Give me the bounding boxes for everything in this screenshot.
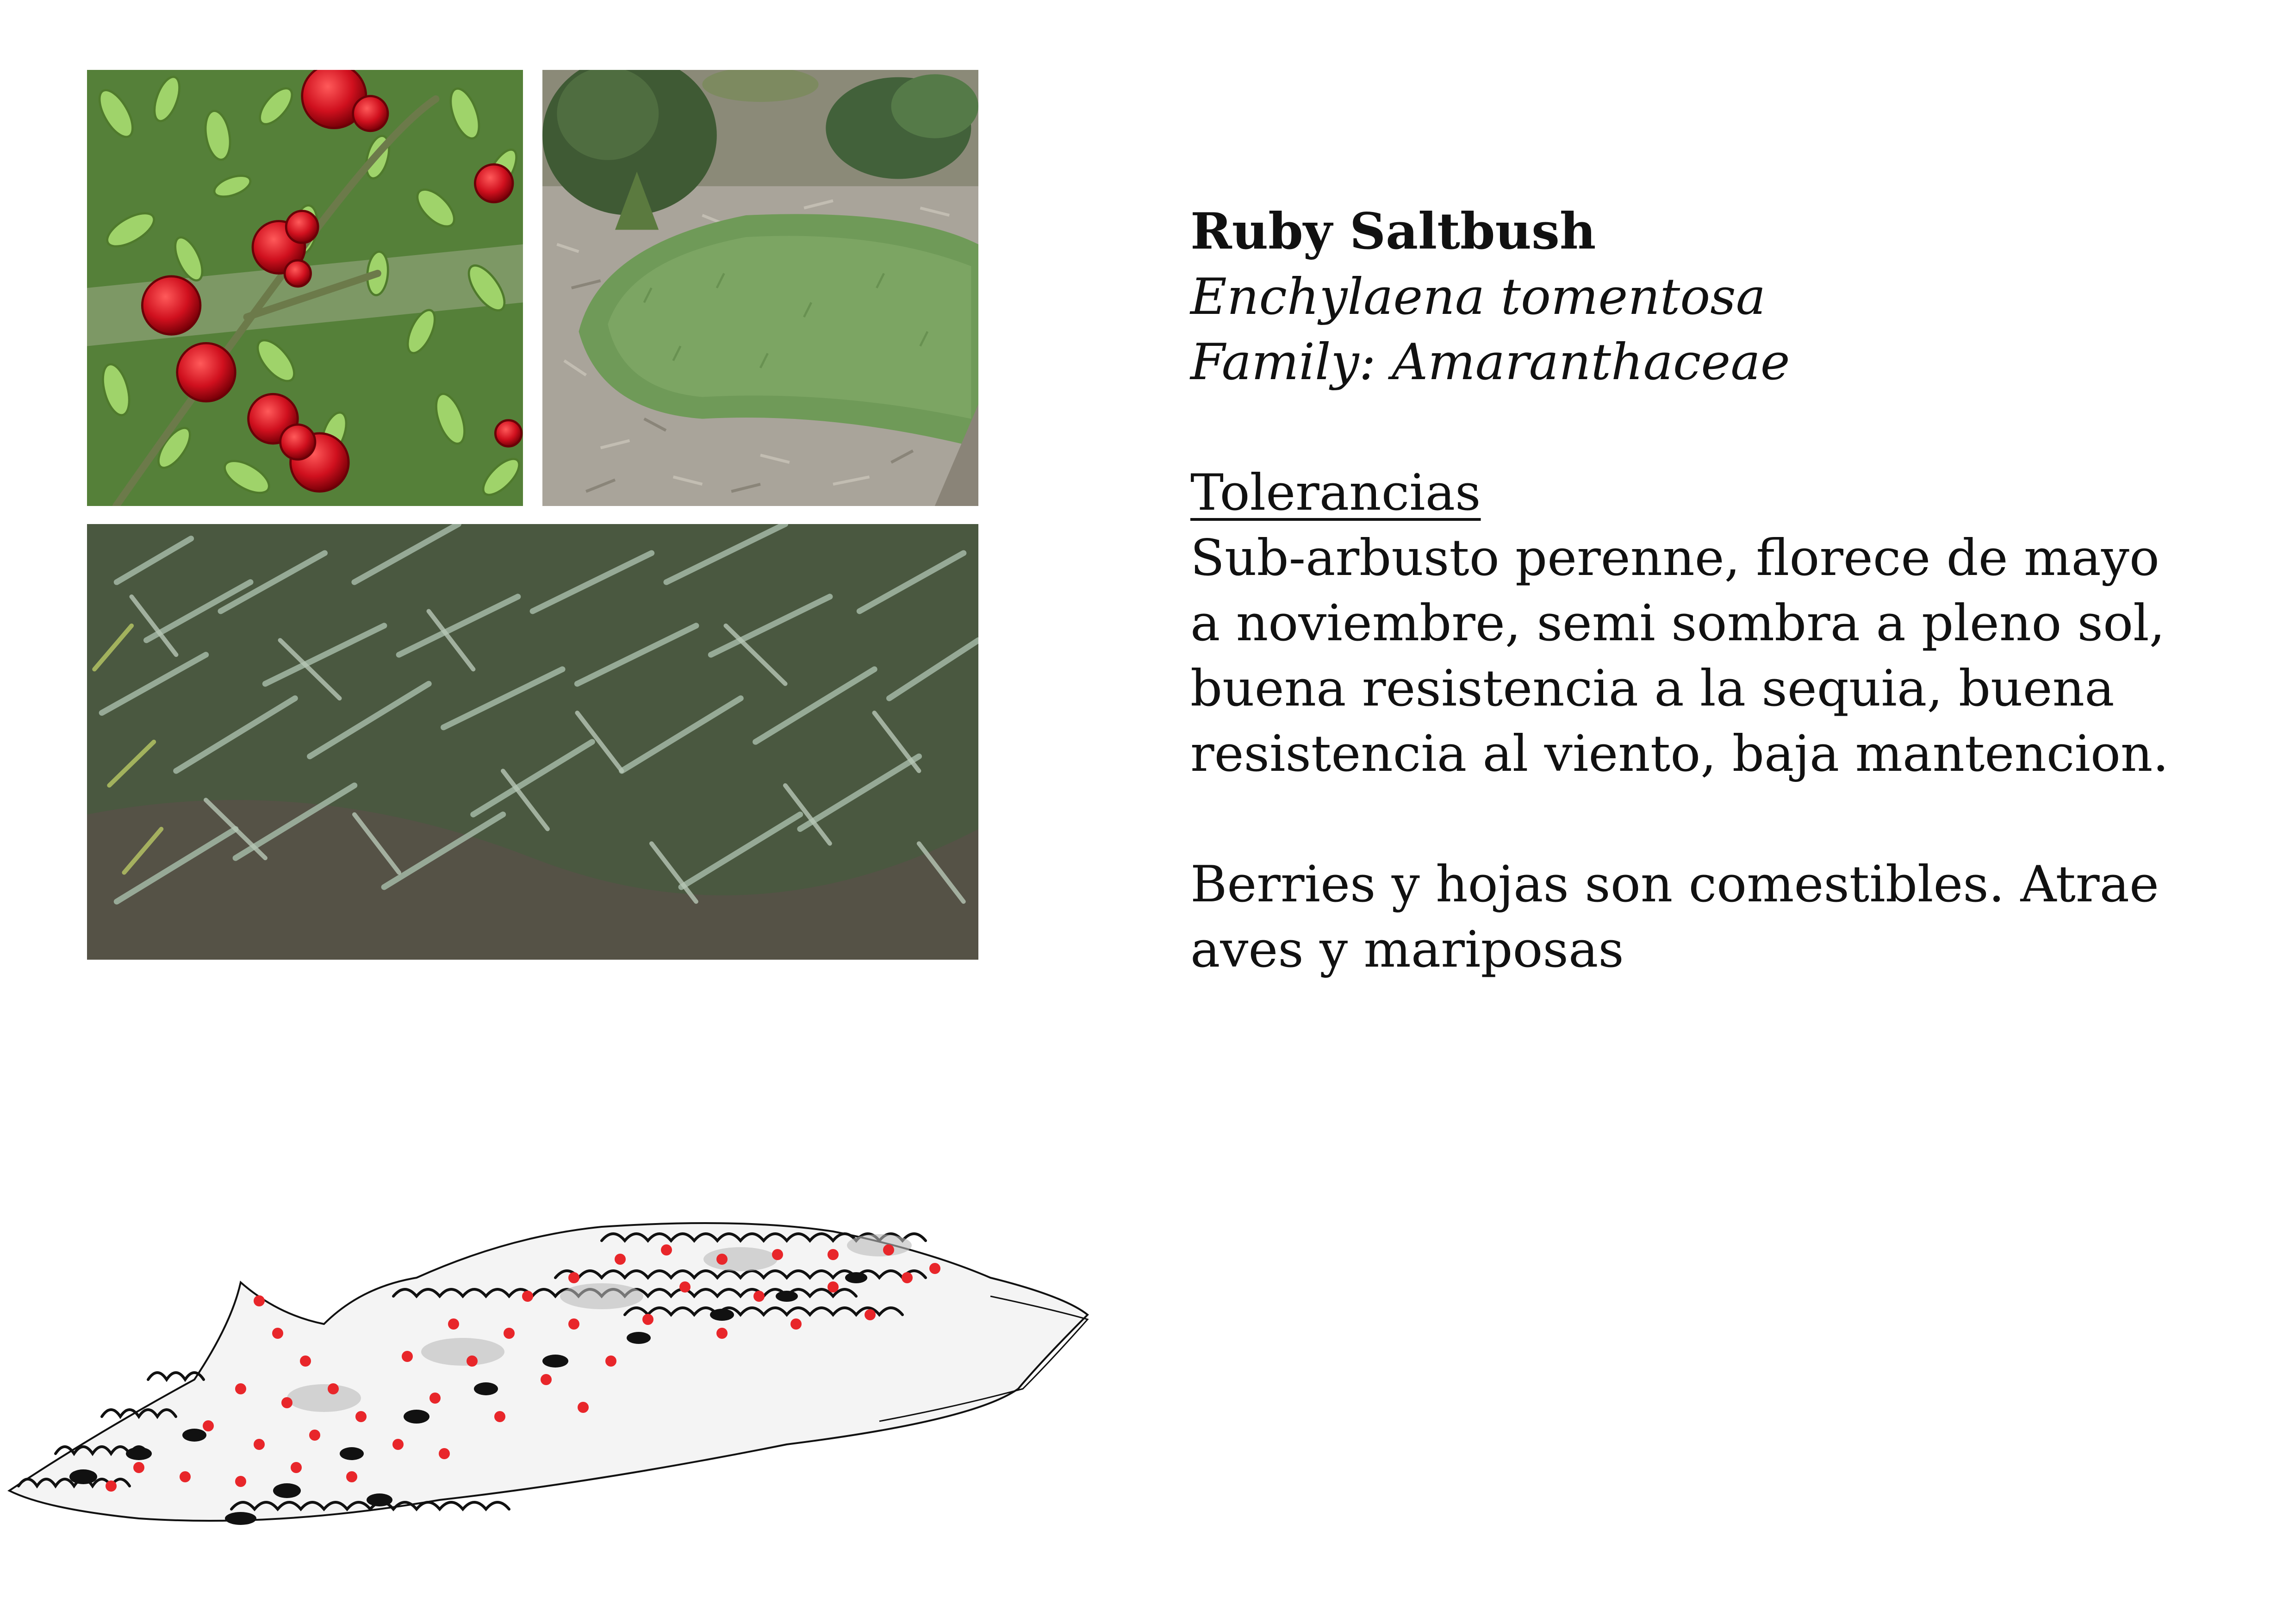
tolerances-line: resistencia al viento, baja mantencion. <box>1190 725 2169 783</box>
plant-scientific-name: Enchylaena tomentosa <box>1190 268 1766 326</box>
tolerances-heading: Tolerancias <box>1190 464 1481 522</box>
notes-line: aves y mariposas <box>1190 921 1624 979</box>
tolerances-line: Sub-arbusto perenne, florece de mayo <box>1190 529 2159 587</box>
notes-line: Berries y hojas son comestibles. Atrae <box>1190 856 2159 913</box>
plant-family: Family: Amaranthaceae <box>1190 333 1790 391</box>
tolerances-line: buena resistencia a la sequia, buena <box>1190 660 2115 718</box>
spacer <box>1190 395 2209 460</box>
berries-closeup-photo <box>87 70 523 506</box>
plant-common-name: Ruby Saltbush <box>1190 202 1596 261</box>
garden-bed-photo <box>542 70 978 506</box>
foliage-closeup-photo <box>87 524 978 960</box>
planting-sketch-illustration <box>0 1037 1111 1555</box>
plant-info-block <box>1190 199 2209 982</box>
tolerances-line: a noviembre, semi sombra a pleno sol, <box>1190 594 2165 652</box>
spacer <box>1190 787 2209 852</box>
